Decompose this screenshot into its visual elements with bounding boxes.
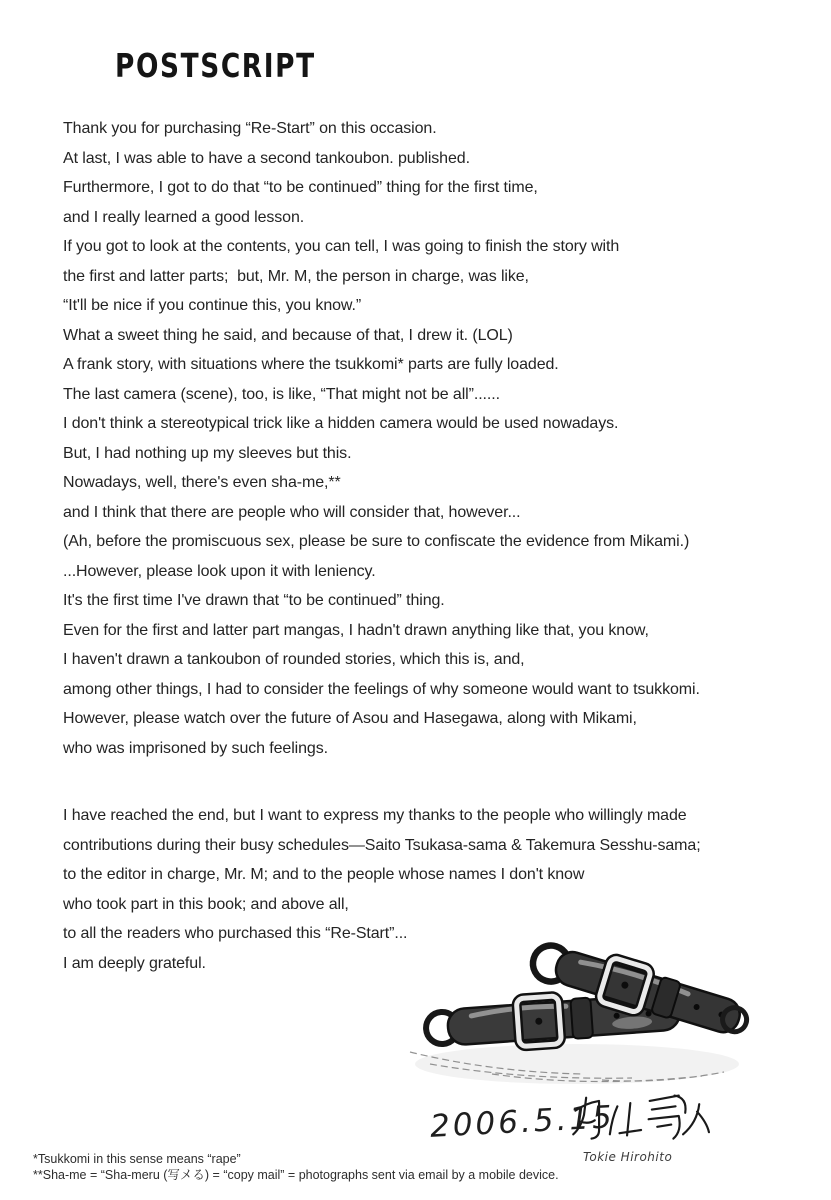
text-line: It's the first time I've drawn that “to be continued” thing. [63,592,445,609]
text-line: At last, I was able to have a second tankoubon. published. [63,149,470,167]
dog-collars-illustration-icon [402,922,752,1097]
text-line: I don't think a stereotypical trick like a hidden camera would be used nowadays. [63,415,619,432]
text-line: (Ah, before the promiscuous sex, please be sure to confiscate the evidence from Mikami.) [63,533,690,550]
text-line: among other things, I had to consider the feelings of why someone would want to tsukkomi. [63,680,700,698]
footnote-line: *Tsukkomi in this sense means “rape” [33,1152,241,1166]
postscript-paragraph-main [63,114,700,763]
text-line: What a sweet thing he said, and because of that, I drew it. (LOL) [63,326,513,344]
handwritten-date: 2006.5.15 [429,1099,616,1145]
footnotes [33,1152,559,1183]
text-line: If you got to look at the contents, you can tell, I was going to finish the story with [63,238,620,255]
text-line: ...However, please look upon it with leniency. [63,562,376,580]
text-line: to all the readers who purchased this “Re-Start”... [63,925,408,942]
text-line: contributions during their busy schedules—Saito Tsukasa-sama & Takemura Sesshu-sama; [63,836,701,854]
text-line: However, please watch over the future of Asou and Hasegawa, along with Mikami, [63,710,637,727]
text-line: But, I had nothing up my sleeves but this. [63,444,352,462]
text-line: and I think that there are people who will consider that, however... [63,503,521,521]
text-line: who took part in this book; and above all, [63,895,349,913]
text-line: who was imprisoned by such feelings. [63,739,328,757]
text-line: I have reached the end, but I want to express my thanks to the people who willingly made [63,807,687,824]
artist-signature-kanji-icon [570,1092,710,1154]
ground-shadow [410,1044,739,1084]
text-line: to the editor in charge, Mr. M; and to the people whose names I don't know [63,866,585,883]
text-line: Furthermore, I got to do that “to be continued” thing for the first time, [63,179,538,196]
page-title: POSTSCRIPT [115,46,316,85]
text-line: The last camera (scene), too, is like, “That might not be all”...... [63,385,500,403]
artist-name: Tokie Hirohito [583,1150,673,1164]
footnote-line: **Sha-me = “Sha-meru (写メる) = “copy mail” = photographs sent via email by a mobile device. [33,1167,559,1182]
text-line: Nowadays, well, there's even sha-me,** [63,474,341,491]
text-line: “It'll be nice if you continue this, you know.” [63,297,362,314]
text-line: and I really learned a good lesson. [63,208,305,226]
text-line: the first and latter parts; but, Mr. M, the person in charge, was like, [63,267,529,285]
text-line: Thank you for purchasing “Re-Start” on this occasion. [63,120,437,137]
text-line: Even for the first and latter part mangas, I hadn't drawn anything like that, you know, [63,621,649,639]
text-line: A frank story, with situations where the tsukkomi* parts are fully loaded. [63,356,559,373]
text-line: I haven't drawn a tankoubon of rounded stories, which this is, and, [63,651,525,668]
text-line: I am deeply grateful. [63,954,206,972]
